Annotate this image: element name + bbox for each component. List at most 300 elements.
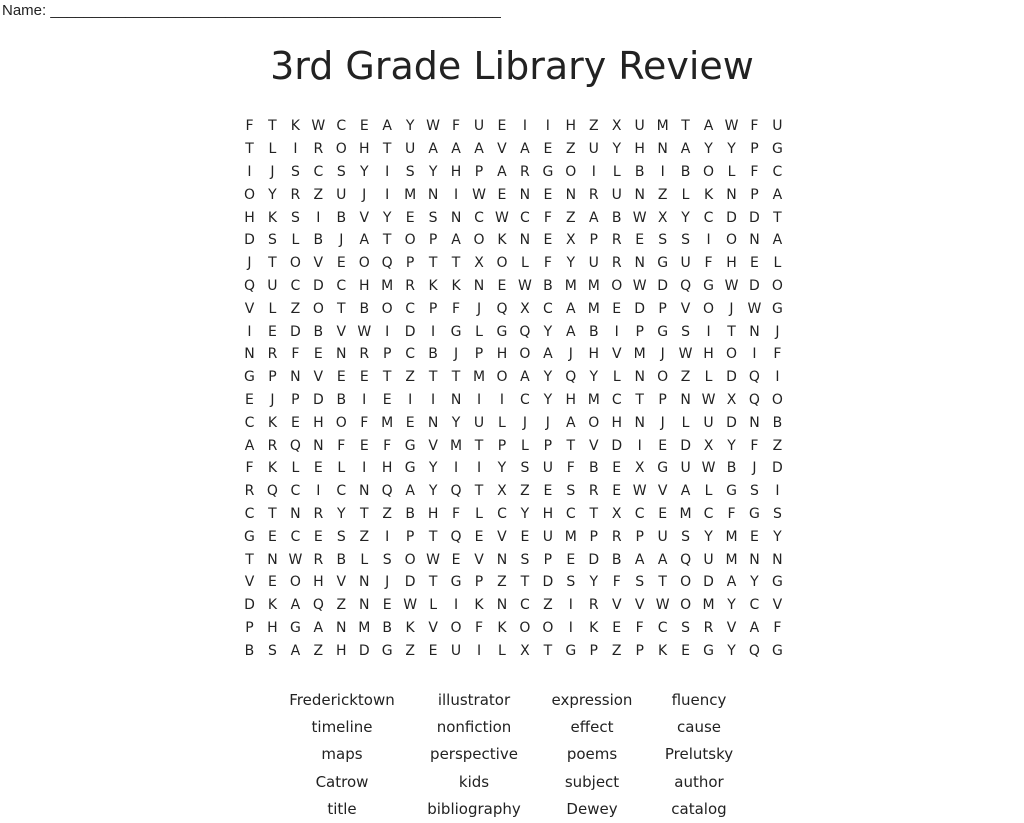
grid-letter: B (382, 619, 392, 636)
grid-letter: G (771, 574, 783, 591)
word-bank-row (276, 796, 756, 823)
grid-letter: Z (566, 141, 576, 158)
grid-letter: G (450, 323, 462, 340)
grid-letter: W (655, 597, 670, 614)
word-bank-row (276, 686, 756, 713)
grid-letter: U (588, 255, 599, 272)
grid-letter: E (543, 483, 553, 500)
grid-letter: Z (566, 209, 576, 226)
grid-letter: L (773, 255, 782, 272)
grid-letter: Y (268, 186, 277, 203)
grid-letter: K (267, 209, 278, 226)
grid-letter: R (313, 505, 324, 522)
grid-letter: H (542, 505, 554, 522)
grid-letter: R (267, 437, 278, 454)
grid-letter: N (267, 551, 278, 568)
grid-letter: Q (450, 483, 462, 500)
grid-letter: A (772, 232, 783, 249)
grid-letter: O (335, 141, 347, 158)
grid-letter: M (381, 277, 394, 294)
grid-letter: X (520, 642, 530, 659)
grid-letter: J (752, 460, 757, 477)
grid-letter: H (611, 414, 622, 431)
grid-letter: F (773, 346, 782, 363)
grid-letter: D (726, 209, 737, 226)
grid-letter: C (405, 346, 416, 363)
grid-letter: K (497, 232, 507, 249)
grid-letter: G (542, 163, 554, 180)
grid-letter: T (727, 323, 736, 340)
grid-letter: I (637, 437, 642, 454)
grid-letter: P (474, 346, 484, 363)
grid-letter: C (749, 597, 760, 614)
grid-letter: D (289, 323, 301, 340)
grid-letter: I (453, 597, 459, 614)
grid-row (238, 183, 789, 206)
grid-letter: B (543, 277, 553, 294)
grid-letter: O (725, 346, 737, 363)
grid-row (238, 275, 789, 298)
grid-letter: U (405, 141, 416, 158)
grid-letter: B (772, 414, 783, 431)
grid-letter: J (385, 574, 390, 591)
grid-letter: I (316, 483, 321, 500)
grid-letter: B (611, 209, 622, 226)
grid-letter: W (632, 209, 647, 226)
grid-letter: N (336, 346, 347, 363)
grid-letter: F (566, 460, 575, 477)
grid-letter: A (428, 141, 438, 158)
word-bank-item: Dewey (566, 800, 618, 819)
grid-letter: J (729, 300, 734, 317)
grid-letter: M (725, 551, 738, 568)
grid-letter: P (658, 300, 667, 317)
grid-letter: C (244, 505, 255, 522)
grid-letter: E (245, 391, 254, 408)
grid-letter: I (614, 323, 619, 340)
grid-letter: N (244, 346, 255, 363)
grid-letter: S (566, 483, 576, 500)
grid-row (238, 571, 789, 594)
grid-letter: W (472, 186, 486, 203)
grid-letter: S (681, 232, 691, 249)
grid-letter: A (588, 209, 599, 226)
grid-row (238, 594, 789, 617)
grid-letter: L (704, 483, 713, 500)
grid-letter: A (772, 186, 783, 203)
grid-letter: Y (451, 414, 461, 431)
grid-letter: U (703, 551, 714, 568)
grid-letter: L (521, 437, 529, 454)
grid-letter: Y (750, 574, 759, 591)
grid-letter: S (336, 528, 346, 545)
grid-letter: E (359, 118, 369, 135)
grid-letter: N (427, 414, 439, 431)
grid-letter: M (587, 391, 600, 408)
grid-letter: D (749, 209, 760, 226)
grid-letter: X (611, 118, 622, 135)
grid-letter: P (589, 528, 598, 545)
grid-letter: L (612, 163, 621, 180)
grid-letter: A (451, 232, 461, 249)
grid-letter: D (680, 437, 691, 454)
grid-letter: C (772, 163, 783, 180)
grid-letter: R (588, 186, 599, 203)
grid-letter: O (725, 232, 737, 249)
grid-letter: V (359, 209, 370, 226)
grid-letter: Z (497, 574, 507, 591)
word-bank-item: Catrow (315, 772, 369, 791)
grid-letter: E (543, 186, 553, 203)
grid-letter: W (678, 346, 693, 363)
grid-letter: T (681, 118, 690, 135)
grid-letter: P (428, 300, 438, 317)
grid-letter: M (587, 300, 600, 317)
grid-letter: I (385, 323, 390, 340)
grid-letter: N (496, 551, 508, 568)
grid-letter: L (681, 414, 690, 431)
word-bank-item: perspective (430, 745, 518, 764)
grid-letter: A (680, 483, 691, 500)
grid-letter: O (611, 277, 623, 294)
grid-letter: O (657, 369, 669, 386)
grid-letter: T (337, 300, 346, 317)
grid-letter: B (680, 163, 691, 180)
grid-letter: G (657, 323, 669, 340)
grid-letter: P (245, 619, 254, 636)
grid-letter: R (520, 163, 530, 180)
grid-letter: B (313, 323, 324, 340)
grid-letter: D (404, 323, 416, 340)
grid-letter: T (245, 551, 254, 568)
grid-letter: B (588, 323, 599, 340)
grid-letter: O (703, 300, 715, 317)
grid-letter: Y (773, 528, 782, 545)
grid-letter: P (589, 232, 598, 249)
grid-letter: U (772, 118, 783, 135)
grid-letter: O (680, 574, 692, 591)
grid-letter: S (520, 460, 530, 477)
grid-letter: A (474, 141, 484, 158)
grid-letter: B (428, 346, 438, 363)
grid-letter: I (660, 163, 665, 180)
grid-letter: E (497, 118, 507, 135)
grid-letter: U (588, 141, 599, 158)
grid-letter: X (611, 505, 622, 522)
grid-row (238, 115, 789, 138)
grid-letter: O (496, 369, 508, 386)
grid-letter: W (701, 460, 716, 477)
grid-letter: F (452, 118, 461, 135)
grid-letter: I (476, 391, 482, 408)
grid-letter: I (775, 483, 780, 500)
grid-letter: R (588, 483, 599, 500)
grid-letter: L (521, 255, 529, 272)
grid-letter: M (358, 619, 371, 636)
grid-letter: G (381, 642, 393, 659)
grid-letter: D (244, 232, 255, 249)
grid-letter: F (383, 437, 392, 454)
grid-letter: R (611, 528, 622, 545)
grid-letter: E (268, 528, 277, 545)
grid-letter: Q (519, 323, 531, 340)
grid-letter: S (635, 574, 645, 591)
grid-letter: B (336, 551, 347, 568)
grid-letter: V (428, 437, 438, 454)
grid-letter: A (313, 619, 324, 636)
grid-letter: Z (405, 642, 415, 659)
grid-letter: K (267, 414, 278, 431)
grid-letter: W (632, 483, 647, 500)
grid-letter: S (290, 163, 300, 180)
grid-letter: D (588, 551, 600, 568)
grid-letter: T (428, 255, 438, 272)
grid-letter: Z (588, 118, 599, 135)
grid-letter: N (359, 483, 370, 500)
grid-letter: K (703, 186, 714, 203)
grid-letter: N (772, 551, 783, 568)
grid-letter: U (634, 118, 645, 135)
word-bank-item: title (327, 800, 357, 819)
grid-letter: C (290, 277, 301, 294)
grid-letter: I (453, 186, 459, 203)
word-bank-item: effect (570, 718, 614, 737)
grid-letter: P (635, 323, 644, 340)
grid-letter: D (749, 277, 760, 294)
grid-letter: N (519, 232, 531, 249)
grid-letter: V (497, 528, 507, 545)
grid-letter: M (472, 369, 486, 386)
grid-letter: L (727, 163, 736, 180)
grid-row (238, 366, 789, 389)
grid-letter: D (657, 277, 669, 294)
grid-row (238, 525, 789, 548)
grid-letter: E (497, 186, 507, 203)
grid-letter: Q (680, 277, 692, 294)
grid-letter: Q (496, 300, 508, 317)
grid-letter: R (244, 483, 255, 500)
grid-letter: V (611, 597, 622, 614)
grid-letter: J (775, 323, 780, 340)
grid-letter: C (520, 209, 530, 226)
grid-letter: H (336, 642, 347, 659)
grid-letter: O (519, 346, 531, 363)
grid-letter: W (357, 323, 372, 340)
grid-row (238, 639, 789, 662)
grid-letter: Y (566, 255, 576, 272)
grid-letter: B (244, 642, 255, 659)
grid-letter: T (543, 642, 553, 659)
grid-letter: H (313, 574, 324, 591)
grid-letter: E (520, 528, 530, 545)
grid-letter: C (703, 505, 714, 522)
grid-letter: J (453, 346, 459, 363)
grid-letter: D (312, 277, 324, 294)
grid-letter: P (543, 551, 553, 568)
grid-letter: A (566, 414, 576, 431)
grid-letter: D (703, 574, 714, 591)
grid-letter: E (382, 391, 392, 408)
grid-letter: M (679, 505, 692, 522)
grid-letter: B (634, 163, 645, 180)
grid-letter: S (566, 574, 576, 591)
word-bank-item: poems (566, 745, 618, 764)
grid-letter: F (245, 118, 254, 135)
grid-letter: G (771, 141, 783, 158)
grid-letter: F (291, 346, 300, 363)
grid-letter: N (680, 391, 691, 408)
word-bank-item: timeline (311, 718, 373, 737)
grid-letter: K (267, 597, 278, 614)
grid-letter: H (358, 141, 370, 158)
grid-letter: Y (543, 323, 553, 340)
grid-letter: X (566, 232, 576, 249)
grid-letter: I (362, 391, 367, 408)
grid-row (238, 548, 789, 571)
grid-letter: H (565, 391, 577, 408)
grid-letter: O (703, 163, 715, 180)
grid-letter: Z (520, 483, 530, 500)
grid-letter: E (336, 255, 346, 272)
grid-letter: L (704, 369, 713, 386)
grid-letter: W (747, 300, 762, 317)
grid-letter: G (244, 528, 255, 545)
grid-row (238, 389, 789, 412)
grid-letter: A (749, 619, 760, 636)
grid-letter: O (565, 163, 577, 180)
grid-letter: W (701, 391, 716, 408)
grid-letter: Q (381, 255, 393, 272)
grid-letter: G (703, 642, 714, 659)
grid-letter: H (703, 346, 714, 363)
word-bank-item: cause (677, 718, 721, 737)
grid-letter: Q (680, 551, 692, 568)
grid-letter: Q (381, 483, 393, 500)
grid-letter: F (612, 574, 621, 591)
grid-letter: E (658, 437, 668, 454)
grid-letter: P (428, 232, 438, 249)
grid-letter: A (520, 369, 530, 386)
grid-letter: E (497, 277, 507, 294)
grid-letter: N (359, 574, 370, 591)
word-bank-item: author (674, 772, 724, 791)
grid-letter: S (290, 209, 300, 226)
grid-letter: T (520, 574, 530, 591)
grid-letter: I (431, 323, 436, 340)
grid-letter: W (288, 551, 303, 568)
grid-letter: Y (612, 141, 621, 158)
grid-letter: V (428, 619, 438, 636)
grid-letter: E (382, 597, 392, 614)
grid-letter: A (726, 574, 737, 591)
grid-letter: I (408, 391, 413, 408)
grid-letter: Y (727, 141, 736, 158)
grid-letter: C (405, 300, 416, 317)
grid-letter: V (657, 483, 668, 500)
grid-letter: M (564, 277, 577, 294)
grid-letter: I (453, 460, 459, 477)
grid-letter: V (634, 597, 645, 614)
grid-letter: M (381, 414, 394, 431)
grid-letter: Y (681, 209, 690, 226)
grid-letter: P (635, 528, 644, 545)
grid-letter: C (520, 391, 530, 408)
grid-letter: I (752, 346, 757, 363)
word-bank-item: Prelutsky (664, 745, 734, 764)
grid-letter: O (335, 414, 347, 431)
grid-letter: O (312, 300, 324, 317)
grid-letter: D (542, 574, 554, 591)
grid-letter: C (336, 483, 347, 500)
grid-letter: Y (497, 460, 507, 477)
grid-letter: R (313, 141, 324, 158)
grid-letter: A (680, 141, 691, 158)
grid-row (238, 343, 789, 366)
grid-letter: Y (428, 163, 438, 180)
grid-letter: A (405, 483, 415, 500)
grid-letter: R (313, 551, 324, 568)
word-bank-item: maps (321, 745, 363, 764)
grid-letter: L (360, 551, 369, 568)
grid-letter: I (431, 391, 436, 408)
grid-row (238, 206, 789, 229)
grid-letter: L (475, 505, 483, 522)
grid-letter: C (336, 118, 347, 135)
grid-letter: J (660, 346, 665, 363)
grid-letter: T (589, 505, 599, 522)
grid-letter: V (680, 300, 691, 317)
grid-letter: D (358, 642, 370, 659)
grid-letter: S (428, 209, 438, 226)
grid-letter: N (657, 141, 668, 158)
grid-letter: C (290, 483, 301, 500)
grid-letter: K (290, 118, 300, 135)
grid-letter: N (290, 505, 301, 522)
grid-letter: S (681, 323, 691, 340)
grid-letter: G (657, 255, 669, 272)
grid-letter: J (247, 255, 252, 272)
grid-letter: N (496, 597, 508, 614)
grid-letter: U (473, 414, 485, 431)
grid-letter: P (405, 528, 415, 545)
grid-letter: J (568, 346, 573, 363)
grid-letter: O (289, 255, 301, 272)
grid-letter: X (497, 483, 507, 500)
grid-letter: E (543, 141, 553, 158)
grid-letter: N (450, 391, 462, 408)
grid-letter: P (474, 163, 484, 180)
page-title: 3rd Grade Library Review (270, 44, 754, 88)
grid-letter: F (245, 460, 254, 477)
grid-letter: Z (657, 186, 668, 203)
grid-letter: N (634, 369, 645, 386)
grid-letter: E (313, 460, 323, 477)
grid-letter: T (359, 505, 369, 522)
grid-letter: M (564, 528, 577, 545)
grid-letter: N (726, 186, 737, 203)
grid-letter: W (403, 597, 418, 614)
grid-letter: O (771, 277, 783, 294)
grid-letter: G (404, 437, 416, 454)
grid-letter: T (566, 437, 576, 454)
grid-letter: W (426, 118, 441, 135)
grid-letter: O (496, 255, 508, 272)
grid-letter: F (704, 255, 713, 272)
grid-letter: T (451, 369, 461, 386)
grid-letter: O (404, 551, 416, 568)
grid-letter: J (339, 232, 344, 249)
grid-letter: I (706, 323, 711, 340)
